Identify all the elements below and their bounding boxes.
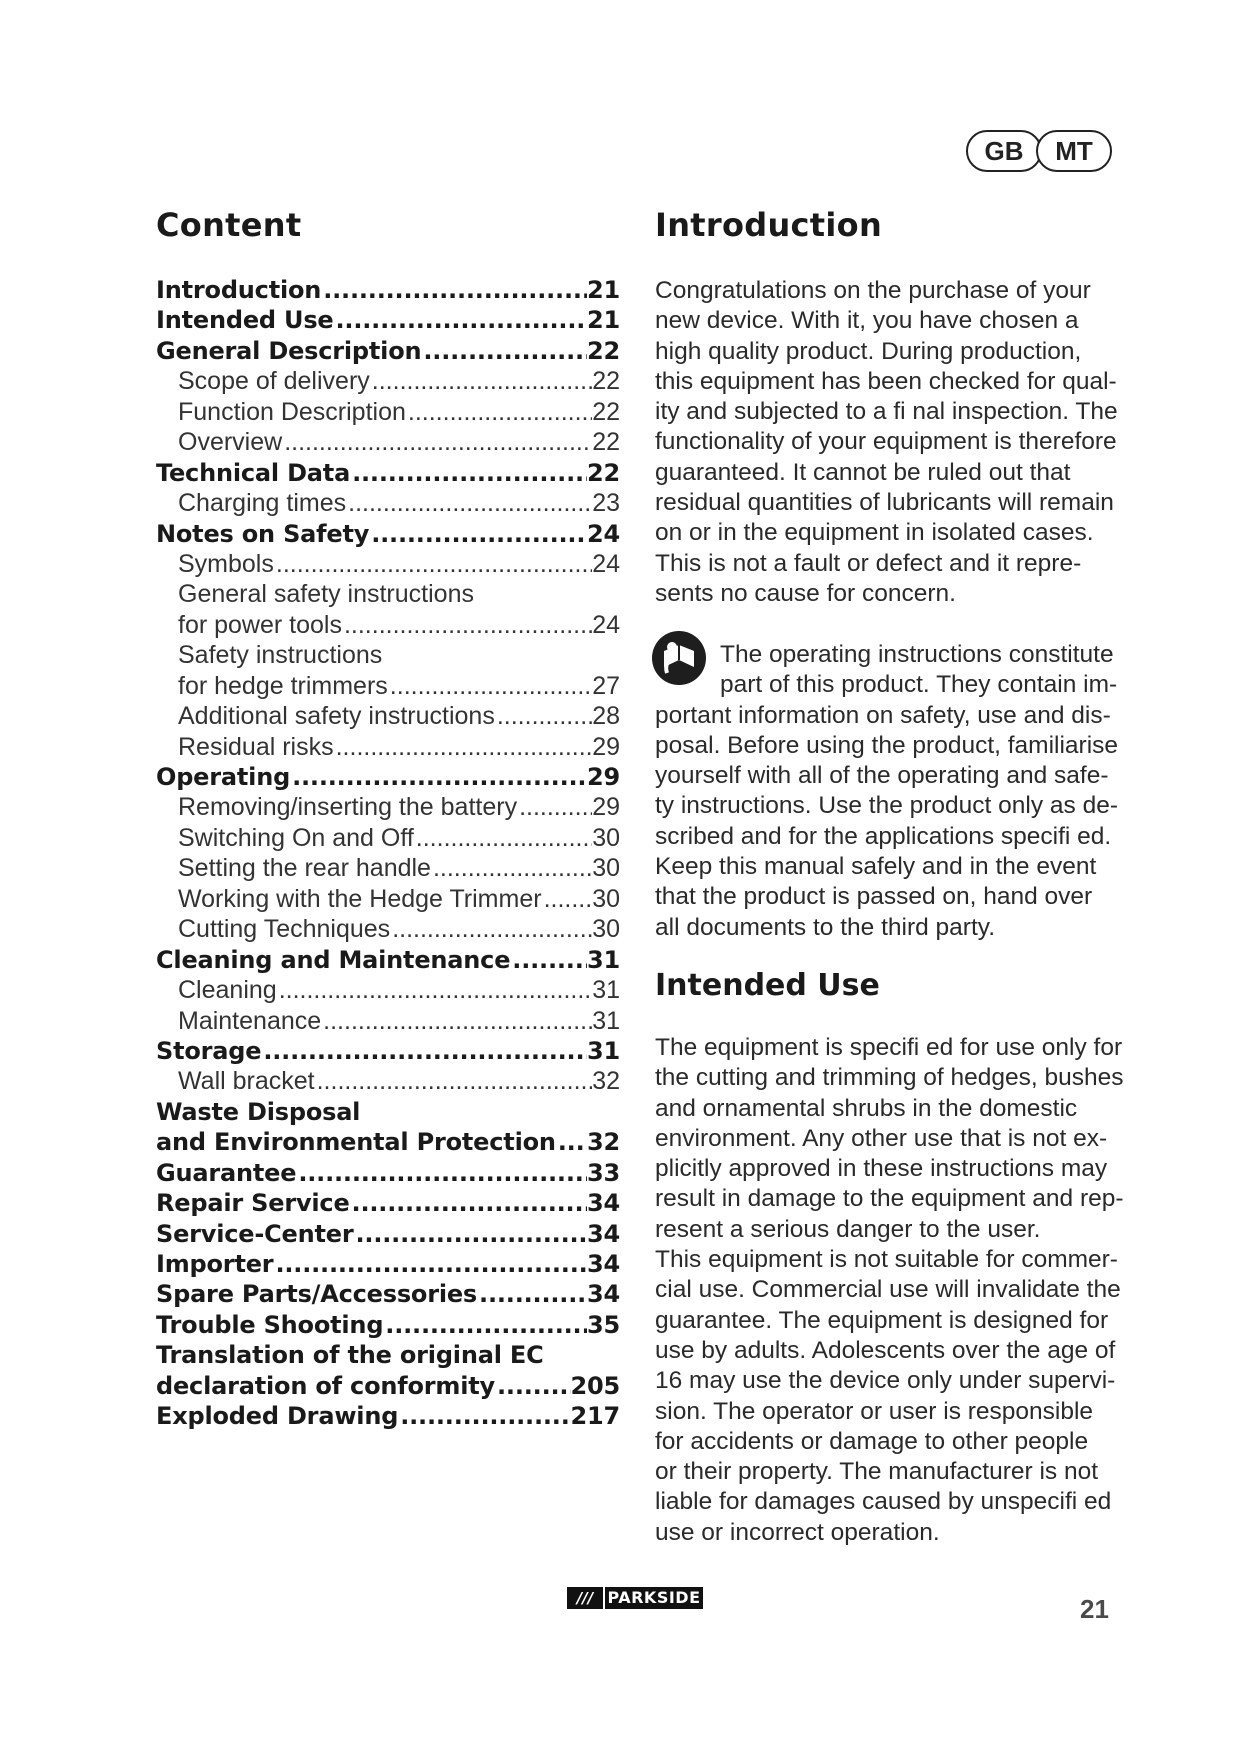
- toc-entry-title: Intended Use: [156, 306, 334, 335]
- toc-entry: [156, 945, 620, 975]
- toc-page-number: 29: [592, 732, 620, 761]
- toc-entry-title: Exploded Drawing: [156, 1402, 399, 1431]
- text-line: new device. With it, you have chosen a: [655, 307, 1079, 335]
- text-line: plicitly approved in these instructions may: [655, 1155, 1108, 1183]
- toc-dot-leader: [346, 488, 592, 518]
- toc-entry-title: Symbols: [178, 549, 274, 578]
- toc-page-number: 30: [592, 884, 620, 913]
- toc-dot-leader: [354, 1219, 588, 1249]
- toc-entry: [156, 1188, 620, 1218]
- toc-entry: [156, 1036, 620, 1066]
- toc-dot-leader: [261, 1036, 587, 1066]
- parkside-logo: [567, 1587, 703, 1609]
- introduction-paragraph-2: [655, 640, 1215, 943]
- toc-page-number: 23: [592, 489, 620, 518]
- toc-dot-leader: [495, 1371, 571, 1401]
- toc-dot-leader: [388, 671, 592, 701]
- toc-page-number: 22: [592, 428, 620, 457]
- text-line: use or incorrect operation.: [655, 1518, 940, 1546]
- toc-dot-leader: [277, 975, 593, 1005]
- toc-dot-leader: [542, 884, 593, 914]
- text-line: posal. Before using the product, familiarise: [655, 731, 1119, 759]
- text-line: 16 may use the device only under supervi-: [655, 1367, 1116, 1395]
- toc-page-number: 31: [587, 1036, 620, 1065]
- toc-page-number: 34: [587, 1189, 620, 1218]
- toc-subentry: [156, 884, 620, 914]
- toc-page-number: 33: [587, 1158, 620, 1187]
- toc-page-number: 27: [592, 671, 620, 700]
- language-badges: [966, 130, 1112, 172]
- text-line: liable for damages caused by unspecifi ed: [655, 1488, 1112, 1516]
- toc-entry: [156, 305, 620, 335]
- toc-page-number: 217: [570, 1402, 620, 1431]
- text-line: result in damage to the equipment and rep-: [655, 1185, 1124, 1213]
- toc-entry: [156, 1310, 620, 1340]
- text-line: on or in the equipment in isolated cases.: [655, 519, 1094, 547]
- toc-subentry: [156, 975, 620, 1005]
- toc-entry-title: Scope of delivery: [178, 367, 370, 396]
- intended-use-heading: Intended Use: [655, 968, 880, 1003]
- text-line: use by adults. Adolescents over the age of: [655, 1336, 1116, 1364]
- toc-dot-leader: [390, 914, 592, 944]
- toc-page-number: 34: [587, 1280, 620, 1309]
- toc-subentry: [156, 397, 620, 427]
- toc-entry-title: and Environmental Protection: [156, 1128, 556, 1157]
- toc-dot-leader: [421, 336, 587, 366]
- toc-page-number: 34: [587, 1219, 620, 1248]
- toc-subentry: [156, 610, 620, 640]
- toc-entry-title: Spare Parts/Accessories: [156, 1280, 478, 1309]
- toc-entry-title: General Description: [156, 336, 422, 365]
- toc-entry-title: Overview: [178, 428, 283, 457]
- text-line: sents no cause for concern.: [655, 579, 956, 607]
- toc-entry: [156, 1158, 620, 1188]
- toc-dot-leader: [383, 1310, 587, 1340]
- toc-page-number: 30: [592, 823, 620, 852]
- toc-subentry: [156, 579, 620, 609]
- toc-dot-leader: [274, 549, 592, 579]
- toc-entry: [156, 336, 620, 366]
- toc-entry: [156, 275, 620, 305]
- toc-page-number: 24: [592, 610, 620, 639]
- toc-entry-title: Waste Disposal: [156, 1097, 361, 1126]
- badge-gb: GB: [966, 130, 1042, 172]
- toc-dot-leader: [477, 1279, 587, 1309]
- toc-entry-title: Removing/inserting the battery: [178, 793, 518, 822]
- text-line: sion. The operator or user is responsible: [655, 1397, 1094, 1425]
- toc-dot-leader: [350, 458, 587, 488]
- toc-dot-leader: [296, 1158, 587, 1188]
- toc-page-number: 22: [592, 397, 620, 426]
- toc-entry: [156, 1401, 620, 1431]
- text-line: guaranteed. It cannot be ruled out that: [655, 458, 1071, 486]
- introduction-heading: Introduction: [655, 206, 883, 244]
- toc-entry-title: for hedge trimmers: [178, 671, 388, 700]
- toc-entry: [156, 1279, 620, 1309]
- toc-dot-leader: [282, 427, 592, 457]
- toc-entry-title: Cleaning: [178, 976, 277, 1005]
- toc-subentry: [156, 427, 620, 457]
- text-line: The equipment is specifi ed for use only for: [655, 1034, 1123, 1061]
- text-line: for accidents or damage to other people: [655, 1427, 1089, 1455]
- text-line: This is not a fault or defect and it repre-: [655, 549, 1082, 577]
- text-line: This equipment is not suitable for commer-: [655, 1246, 1118, 1274]
- toc-entry-title: Operating: [156, 763, 291, 791]
- toc-page-number: 34: [587, 1250, 620, 1278]
- toc-subentry: [156, 853, 620, 883]
- toc-entry-title: Switching On and Off: [178, 823, 414, 852]
- toc-page-number: 30: [592, 854, 620, 883]
- content-heading: Content: [156, 206, 302, 244]
- toc-page-number: 22: [587, 458, 620, 487]
- toc-entry-title: General safety instructions: [178, 580, 474, 609]
- toc-entry-title: Translation of the original EC: [156, 1341, 544, 1370]
- toc-subentry: [156, 823, 620, 853]
- text-line: or their property. The manufacturer is not: [655, 1458, 1099, 1486]
- toc-page-number: 32: [587, 1128, 620, 1157]
- toc-subentry: [156, 792, 620, 822]
- toc-entry: [156, 762, 620, 792]
- text-line: yourself with all of the operating and safe-: [655, 762, 1109, 790]
- text-line: and ornamental shrubs in the domestic: [655, 1094, 1078, 1122]
- toc-dot-leader: [431, 853, 592, 883]
- text-line: The operating instructions constitute: [720, 641, 1114, 668]
- toc-dot-leader: [315, 1066, 593, 1096]
- toc-dot-leader: [406, 397, 592, 427]
- toc-page-number: 24: [592, 549, 620, 578]
- toc-subentry: [156, 732, 620, 762]
- toc-entry-title: Cutting Techniques: [178, 915, 391, 944]
- toc-subentry: [156, 1006, 620, 1036]
- toc-dot-leader: [290, 762, 587, 792]
- toc-page-number: 21: [587, 306, 620, 335]
- toc-dot-leader: [350, 1188, 587, 1218]
- text-line: portant information on safety, use and dis-: [655, 701, 1111, 729]
- toc-entry-title: Trouble Shooting: [156, 1310, 384, 1339]
- toc-entry: [156, 519, 620, 549]
- page-number: 21: [1080, 1594, 1109, 1624]
- toc-entry-title: Technical Data: [156, 458, 351, 487]
- toc-subentry: [156, 549, 620, 579]
- toc-page-number: 35: [587, 1310, 620, 1339]
- toc-entry-title: Introduction: [156, 276, 322, 304]
- toc-subentry: [156, 914, 620, 944]
- toc-dot-leader: [556, 1127, 587, 1157]
- text-line: Keep this manual safely and in the event: [655, 853, 1097, 881]
- toc-entry: [156, 1219, 620, 1249]
- toc-entry: [156, 1097, 620, 1127]
- toc-dot-leader: [273, 1249, 587, 1279]
- toc-page-number: 29: [587, 763, 620, 791]
- toc-page-number: 205: [570, 1371, 620, 1400]
- logo-text: PARKSIDE: [605, 1587, 703, 1609]
- text-line: guarantee. The equipment is designed for: [655, 1306, 1109, 1334]
- toc-subentry: [156, 671, 620, 701]
- toc-dot-leader: [510, 945, 587, 975]
- toc-entry-title: Notes on Safety: [156, 519, 370, 548]
- toc-entry-title: Function Description: [178, 397, 406, 426]
- text-line: scribed and for the applications specifi ed.: [655, 822, 1112, 850]
- text-line: cial use. Commercial use will invalidate the: [655, 1276, 1121, 1304]
- toc-page-number: 21: [587, 276, 620, 304]
- text-line: residual quantities of lubricants will remain: [655, 489, 1114, 517]
- toc-entry-title: Cleaning and Maintenance: [156, 945, 511, 974]
- toc-entry-title: Guarantee: [156, 1158, 297, 1187]
- toc-page-number: 28: [592, 702, 620, 731]
- text-line: ity and subjected to a fi nal inspection. The: [655, 398, 1118, 426]
- toc-entry: [156, 1249, 620, 1279]
- toc-dot-leader: [517, 792, 592, 822]
- intended-use-paragraph: [655, 1033, 1215, 1548]
- toc-entry-title: Importer: [156, 1250, 274, 1278]
- toc-dot-leader: [321, 1006, 592, 1036]
- toc-dot-leader: [369, 519, 587, 549]
- toc-dot-leader: [321, 275, 587, 305]
- toc-subentry: [156, 1066, 620, 1096]
- toc-page-number: 22: [587, 336, 620, 365]
- toc-entry-title: Service-Center: [156, 1219, 354, 1248]
- toc-dot-leader: [334, 732, 593, 762]
- toc-subentry: [156, 701, 620, 731]
- toc-entry: [156, 1371, 620, 1401]
- toc-entry-title: Setting the rear handle: [178, 854, 431, 883]
- toc-page-number: 31: [592, 1006, 620, 1035]
- text-line: ty instructions. Use the product only as de-: [655, 792, 1118, 820]
- toc-entry-title: Residual risks: [178, 732, 334, 761]
- toc-entry-title: for power tools: [178, 610, 342, 639]
- toc-page-number: 31: [592, 976, 620, 1005]
- text-line: resent a serious danger to the user.: [655, 1215, 1041, 1243]
- text-line: environment. Any other use that is not ex-: [655, 1124, 1108, 1152]
- text-line: that the product is passed on, hand over: [655, 883, 1093, 911]
- toc-entry-title: Repair Service: [156, 1189, 350, 1218]
- toc-entry-title: Maintenance: [178, 1006, 322, 1035]
- toc-entry: [156, 458, 620, 488]
- text-line: Congratulations on the purchase of your: [655, 277, 1091, 304]
- toc-entry-title: Additional safety instructions: [178, 702, 495, 731]
- toc-dot-leader: [342, 610, 592, 640]
- toc-page-number: 31: [587, 945, 620, 974]
- table-of-contents: [156, 275, 620, 1432]
- toc-entry-title: Safety instructions: [178, 641, 383, 670]
- toc-page-number: 32: [592, 1067, 620, 1096]
- toc-page-number: 24: [587, 519, 620, 548]
- text-line: this equipment has been checked for qual-: [655, 367, 1117, 395]
- toc-entry: [156, 1127, 620, 1157]
- text-line: the cutting and trimming of hedges, bushes: [655, 1064, 1124, 1092]
- toc-entry-title: Wall bracket: [178, 1067, 315, 1096]
- badge-mt: MT: [1036, 130, 1112, 172]
- toc-dot-leader: [334, 305, 588, 335]
- toc-entry-title: declaration of conformity: [156, 1371, 495, 1400]
- text-line: part of this product. They contain im-: [720, 671, 1118, 699]
- toc-subentry: [156, 640, 620, 670]
- toc-entry-title: Working with the Hedge Trimmer: [178, 884, 542, 913]
- toc-entry: [156, 1340, 620, 1370]
- logo-slashes: ///: [567, 1587, 603, 1609]
- toc-dot-leader: [495, 701, 592, 731]
- toc-dot-leader: [370, 366, 592, 396]
- text-line: functionality of your equipment is therefore: [655, 428, 1117, 456]
- toc-subentry: [156, 488, 620, 518]
- toc-page-number: 22: [592, 367, 620, 396]
- text-line: all documents to the third party.: [655, 913, 995, 941]
- toc-dot-leader: [414, 823, 592, 853]
- toc-page-number: 29: [592, 793, 620, 822]
- introduction-paragraph-1: [655, 276, 1215, 609]
- toc-entry-title: Storage: [156, 1036, 262, 1065]
- toc-dot-leader: [398, 1401, 570, 1431]
- toc-entry-title: Charging times: [178, 489, 347, 518]
- text-line: high quality product. During production,: [655, 337, 1082, 365]
- toc-page-number: 30: [592, 915, 620, 944]
- toc-subentry: [156, 366, 620, 396]
